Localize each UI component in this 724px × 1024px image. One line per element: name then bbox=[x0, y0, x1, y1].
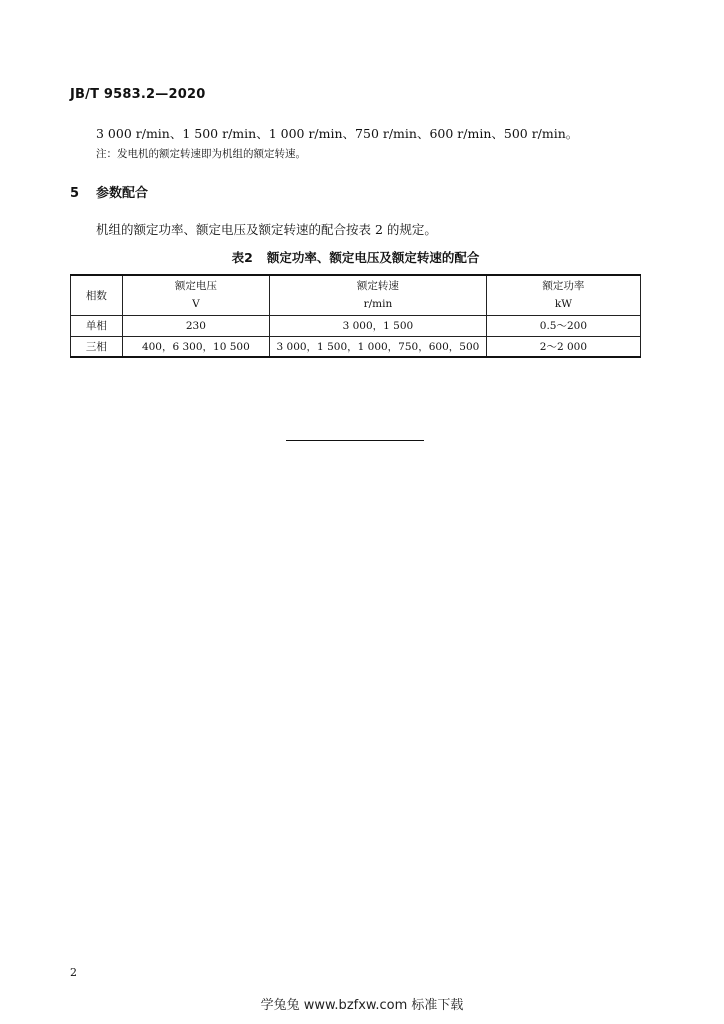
table-row bbox=[71, 315, 641, 336]
cell-speed: 3 000，1 500，1 000，750，600，500 bbox=[270, 336, 487, 357]
cell-speed: 3 000，1 500 bbox=[270, 315, 487, 336]
table-row bbox=[71, 336, 641, 357]
end-of-document-rule bbox=[286, 440, 424, 441]
table-header-row bbox=[71, 275, 641, 315]
header-label: 额定转速 bbox=[356, 280, 399, 293]
document-code: JB/T 9583.2—2020 bbox=[70, 87, 206, 102]
rated-speeds-list: 3 000 r/min、1 500 r/min、1 000 r/min、750 r/min、600 r/min、500 r/min。 bbox=[96, 126, 579, 141]
cell-power: 0.5～200 bbox=[486, 315, 640, 336]
page-number: 2 bbox=[70, 966, 77, 979]
table-caption-title: 额定功率、额定电压及额定转速的配合 bbox=[266, 250, 480, 265]
header-unit: r/min bbox=[363, 298, 393, 311]
cell-voltage: 400，6 300，10 500 bbox=[122, 336, 269, 357]
note-text: 注：发电机的额定转速即为机组的额定转速。 bbox=[96, 148, 306, 160]
header-speed bbox=[270, 275, 487, 315]
header-unit: kW bbox=[554, 298, 572, 311]
header-label: 额定功率 bbox=[542, 280, 585, 293]
body-paragraph: 机组的额定功率、额定电压及额定转速的配合按表 2 的规定。 bbox=[96, 222, 437, 237]
header-unit: V bbox=[192, 298, 200, 311]
header-phase bbox=[71, 275, 123, 315]
section-title: 参数配合 bbox=[96, 186, 149, 201]
parameter-table bbox=[70, 274, 641, 358]
table-caption-number: 表2 bbox=[231, 250, 253, 265]
header-voltage bbox=[122, 275, 269, 315]
header-label: 额定电压 bbox=[174, 280, 217, 293]
table-caption bbox=[70, 248, 641, 266]
section-number: 5 bbox=[70, 186, 80, 201]
cell-voltage: 230 bbox=[122, 315, 269, 336]
header-label: 相数 bbox=[85, 289, 107, 302]
section-heading bbox=[70, 182, 148, 201]
cell-phase: 单相 bbox=[71, 315, 123, 336]
header-power bbox=[486, 275, 640, 315]
cell-power: 2～2 000 bbox=[486, 336, 640, 357]
cell-phase: 三相 bbox=[71, 336, 123, 357]
footer-watermark: 学兔兔 www.bzfxw.com 标准下载 bbox=[260, 998, 464, 1013]
